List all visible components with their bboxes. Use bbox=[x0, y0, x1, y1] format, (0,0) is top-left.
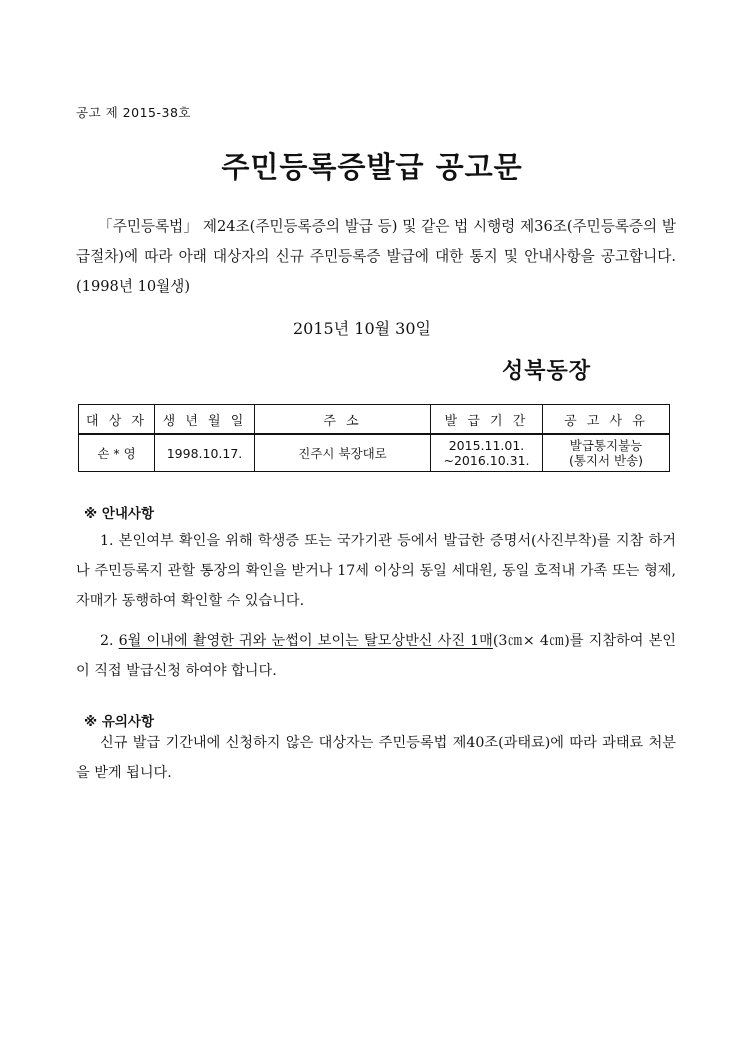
cell-name: 손 * 영 bbox=[79, 434, 155, 472]
reason-line-1: 발급통지불능 bbox=[569, 438, 643, 453]
header-birthdate: 생 년 월 일 bbox=[155, 405, 255, 435]
intro-paragraph: 「주민등록법」 제24조(주민등록증의 발급 등) 및 같은 법 시행령 제36조(주민등록증의 발급절차)에 따라 아래 대상자의 신규 주민등록증 발급에 대한 통지 및 안내사항을 공고합니다.(1998년 10월생) bbox=[76, 218, 676, 295]
header-address: 주 소 bbox=[255, 405, 431, 435]
table-row bbox=[79, 434, 670, 472]
table-header-row bbox=[79, 405, 670, 435]
period-end: ~2016.10.31. bbox=[443, 453, 530, 468]
cell-reason bbox=[543, 434, 670, 472]
caution-heading: ※ 유의사항 bbox=[84, 714, 154, 730]
reason-line-2: (통지서 반송) bbox=[568, 453, 644, 468]
guide-item-2-prefix: 2. bbox=[100, 633, 119, 649]
period-start: 2015.11.01. bbox=[448, 438, 525, 453]
caution-text: 신규 발급 기간내에 신청하지 않은 대상자는 주민등록법 제40조(과태료)에 따라 과태료 처분을 받게 됩니다. bbox=[76, 735, 676, 781]
guide-item-2-underlined: 6월 이내에 촬영한 귀와 눈썹이 보이는 탈모상반신 사진 1매 bbox=[118, 633, 493, 649]
issuer-signature: 성북동장 bbox=[502, 359, 592, 384]
cell-period bbox=[431, 434, 543, 472]
guide-item-2 bbox=[76, 626, 676, 686]
header-reason: 공 고 사 유 bbox=[543, 405, 670, 435]
cell-birthdate: 1998.10.17. bbox=[155, 434, 255, 472]
target-table bbox=[78, 404, 670, 472]
notice-number: 공고 제 2015-38호 bbox=[76, 105, 191, 120]
cell-address: 진주시 북장대로 bbox=[255, 434, 431, 472]
header-target: 대 상 자 bbox=[79, 405, 155, 435]
issue-date: 2015년 10월 30일 bbox=[293, 319, 431, 338]
guide-heading: ※ 안내사항 bbox=[84, 506, 154, 522]
document-title: 주민등록증발급 공고문 bbox=[221, 150, 523, 184]
header-period: 발 급 기 간 bbox=[431, 405, 543, 435]
guide-item-1: 1. 본인여부 확인을 위해 학생증 또는 국가기관 등에서 발급한 증명서(사진부착)를 지참 하거나 주민등록지 관할 통장의 확인을 받거나 17세 이상의 동일 세대원, 동일 호적내 가족 또는 형제, 자매가 동행하여 확인할 수 있습니다. bbox=[76, 533, 676, 609]
guide-item-2-suffix: (3㎝× 4㎝)를 지참하여 본인이 직접 발급신청 하여야 합니다. bbox=[76, 633, 676, 679]
